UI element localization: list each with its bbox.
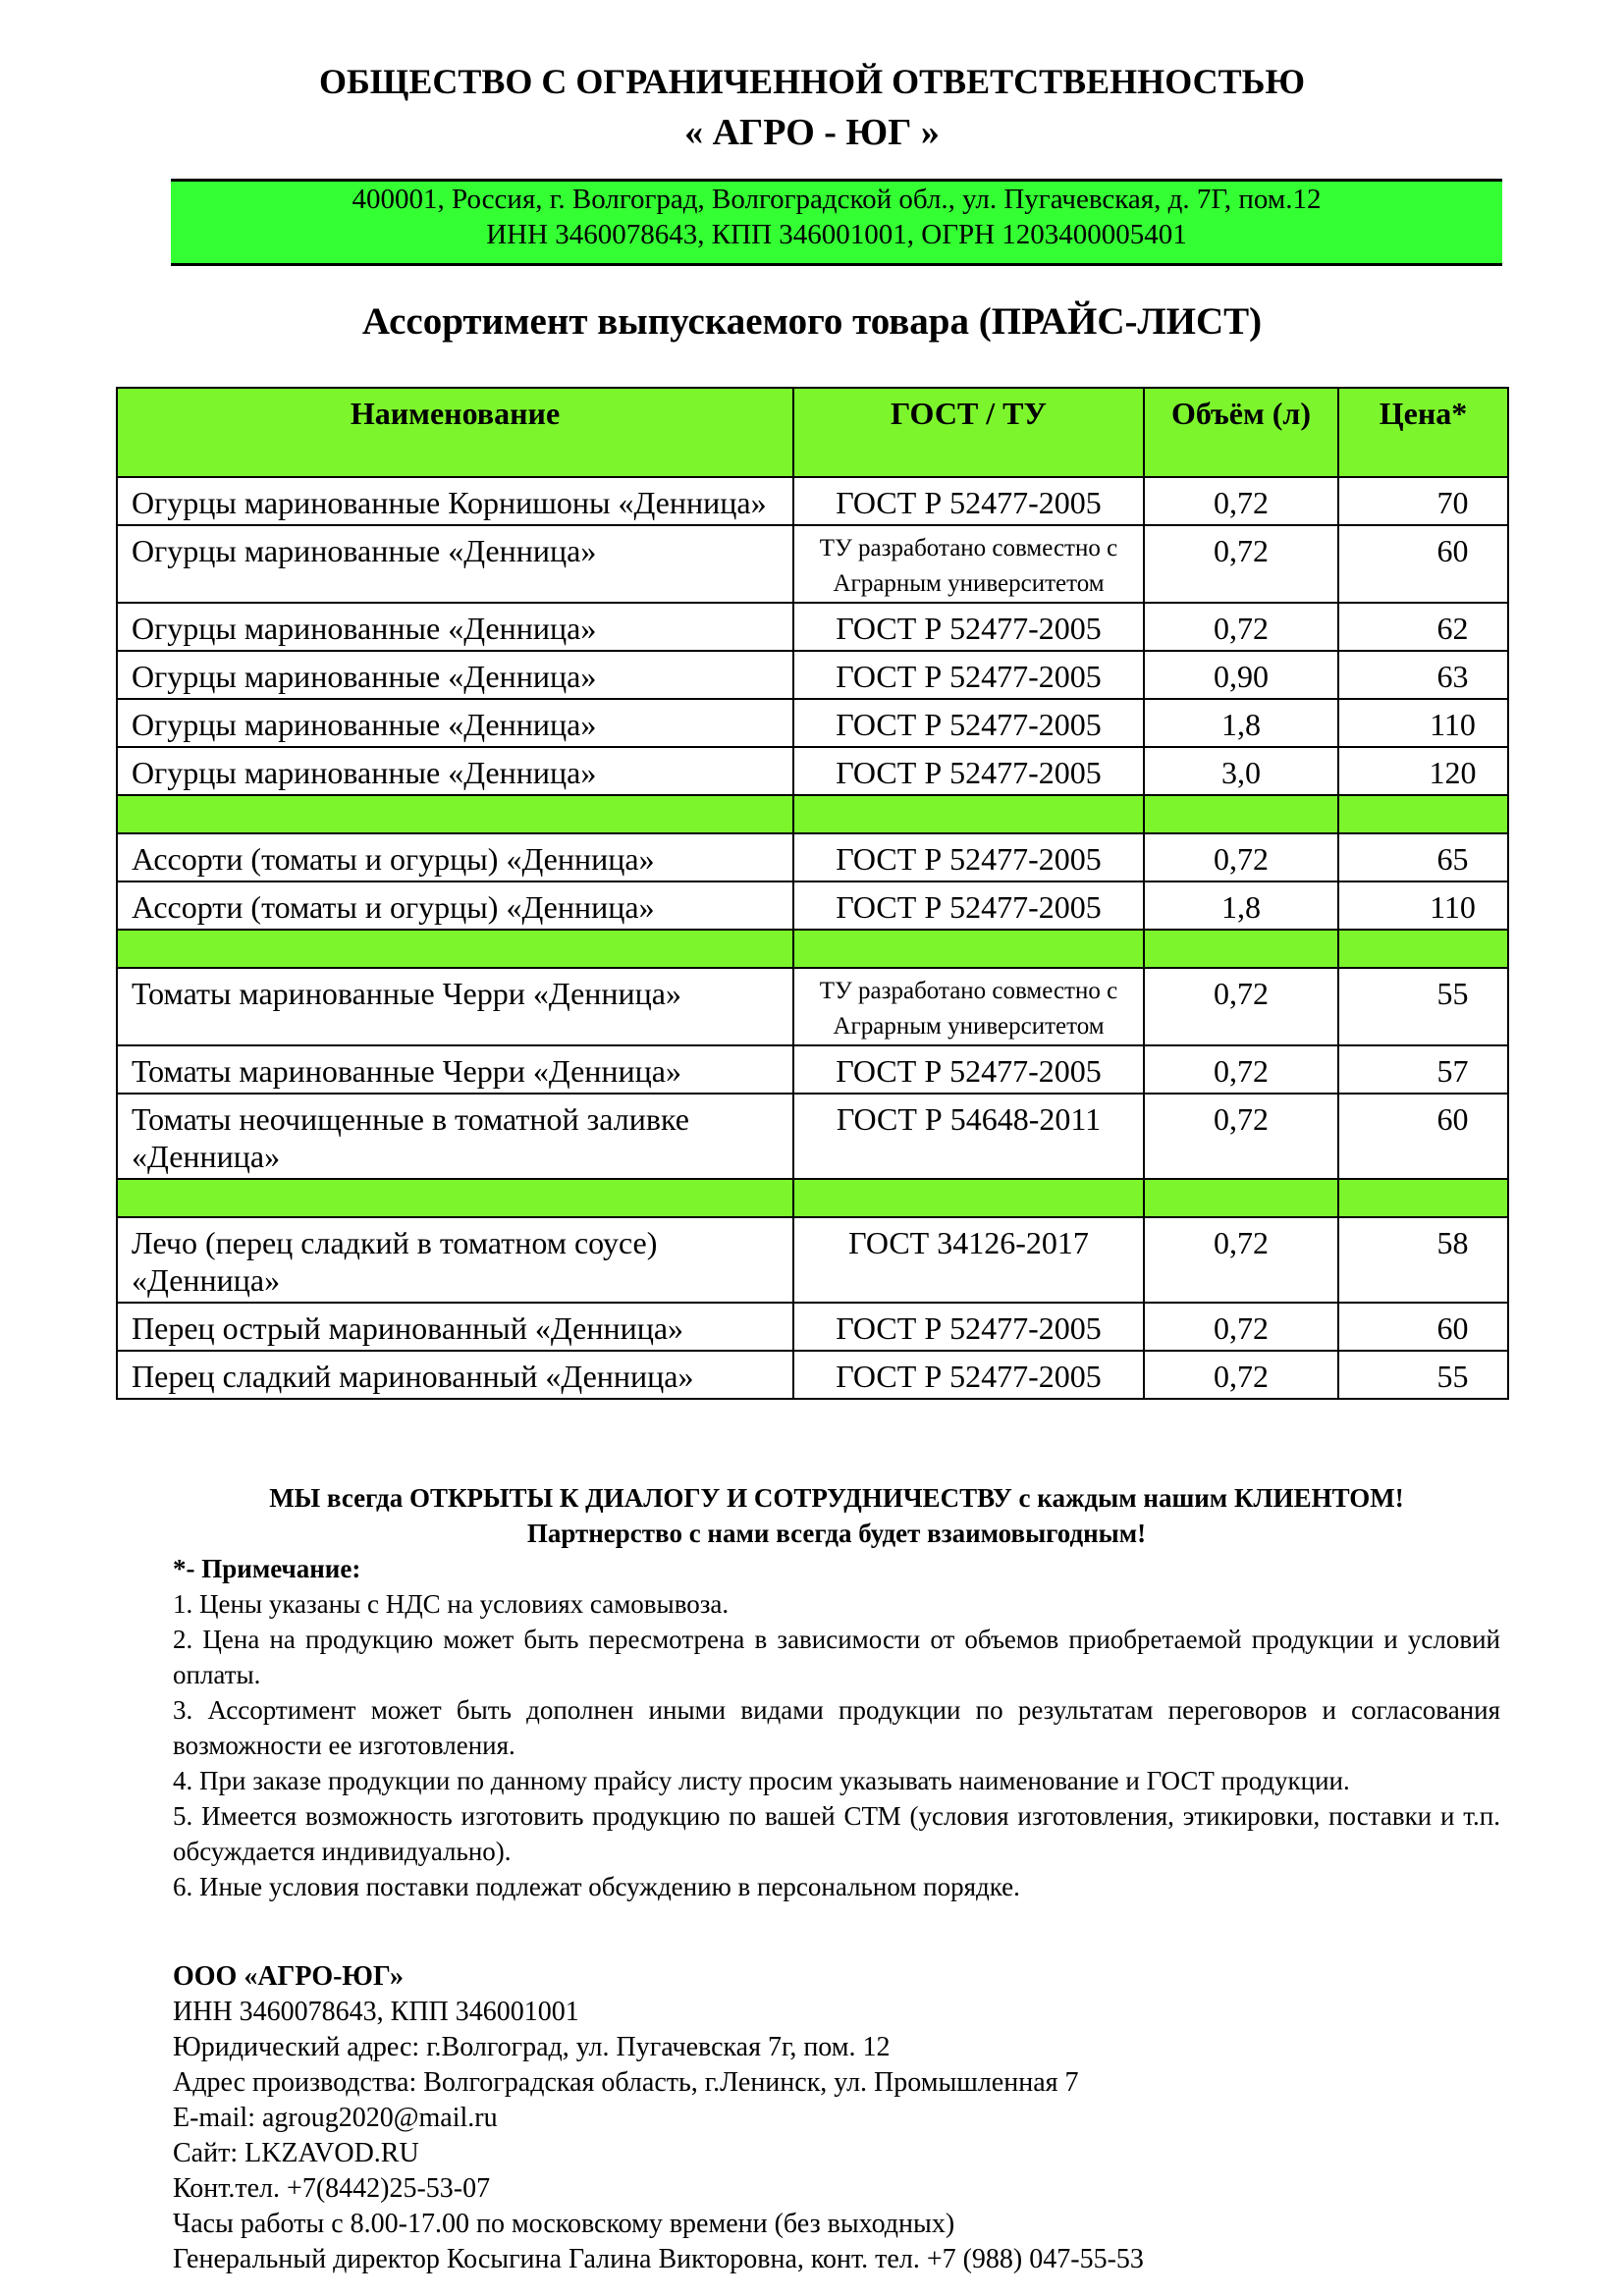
price-cell: 60 — [1338, 1094, 1508, 1179]
volume-cell: 0,72 — [1144, 1351, 1338, 1399]
table-row — [117, 1045, 1508, 1094]
separator-cell — [1144, 1179, 1338, 1217]
price-cell: 60 — [1338, 525, 1508, 603]
price-cell: 57 — [1338, 1045, 1508, 1094]
table-separator-row — [117, 930, 1508, 968]
price-cell: 110 — [1338, 881, 1508, 930]
separator-cell — [117, 930, 793, 968]
product-name-cell: Лечо (перец сладкий в томатном соусе) «Денница» — [117, 1217, 793, 1303]
price-cell: 62 — [1338, 603, 1508, 651]
table-row — [117, 699, 1508, 747]
gost-cell: ГОСТ Р 52477-2005 — [793, 699, 1144, 747]
table-separator-row — [117, 795, 1508, 833]
contacts-list — [173, 1995, 1144, 2277]
separator-cell — [793, 930, 1144, 968]
price-cell: 65 — [1338, 833, 1508, 881]
note-item: 6. Иные условия поставки подлежат обсуждению в персональном порядке. — [173, 1872, 1020, 1901]
gost-cell: ГОСТ Р 52477-2005 — [793, 651, 1144, 699]
price-table-body — [117, 477, 1508, 1399]
separator-cell — [1338, 1179, 1508, 1217]
gost-cell: ГОСТ Р 52477-2005 — [793, 1303, 1144, 1351]
product-name-cell: Ассорти (томаты и огурцы) «Денница» — [117, 881, 793, 930]
volume-cell: 0,72 — [1144, 477, 1338, 525]
gost-cell: ГОСТ Р 52477-2005 — [793, 833, 1144, 881]
table-row — [117, 477, 1508, 525]
product-name-cell: Огурцы маринованные «Денница» — [117, 651, 793, 699]
notes-heading: *- Примечание: — [173, 1554, 361, 1583]
product-name-cell: Огурцы маринованные «Денница» — [117, 699, 793, 747]
page-title: Ассортимент выпускаемого товара (ПРАЙС-ЛИСТ) — [361, 300, 1263, 343]
gost-cell: ГОСТ Р 52477-2005 — [793, 477, 1144, 525]
column-header-price: Цена* — [1338, 388, 1508, 477]
gost-cell: ГОСТ Р 52477-2005 — [793, 603, 1144, 651]
volume-cell: 0,72 — [1144, 968, 1338, 1045]
separator-cell — [117, 795, 793, 833]
company-legal-form: ОБЩЕСТВО С ОГРАНИЧЕННОЙ ОТВЕТСТВЕННОСТЬЮ — [319, 62, 1305, 101]
address-bar — [171, 179, 1502, 266]
contacts-section — [173, 1959, 1144, 2277]
separator-cell — [117, 1179, 793, 1217]
contacts-company: ООО «АГРО-ЮГ» — [173, 1961, 405, 1992]
table-row — [117, 525, 1508, 603]
separator-cell — [793, 1179, 1144, 1217]
gost-cell: ТУ разработано совместно с Аграрным университетом — [793, 968, 1144, 1045]
volume-cell: 0,72 — [1144, 603, 1338, 651]
price-cell: 55 — [1338, 968, 1508, 1045]
product-name-cell: Огурцы маринованные «Денница» — [117, 525, 793, 603]
contact-line: Сайт: LKZAVOD.RU — [173, 2138, 419, 2168]
product-name-cell: Томаты неочищенные в томатной заливке «Денница» — [117, 1094, 793, 1179]
price-cell: 60 — [1338, 1303, 1508, 1351]
volume-cell: 0,90 — [1144, 651, 1338, 699]
contact-line: Адрес производства: Волгоградская область, г.Ленинск, ул. Промышленная 7 — [173, 2067, 1079, 2098]
product-name-cell: Огурцы маринованные «Денница» — [117, 603, 793, 651]
contact-line: ИНН 3460078643, КПП 346001001 — [173, 1997, 579, 2027]
company-name: « АГРО - ЮГ » — [684, 112, 940, 153]
volume-cell: 0,72 — [1144, 1217, 1338, 1303]
price-cell: 55 — [1338, 1351, 1508, 1399]
volume-cell: 0,72 — [1144, 1045, 1338, 1094]
contact-line: Конт.тел. +7(8442)25-53-07 — [173, 2173, 491, 2204]
volume-cell: 3,0 — [1144, 747, 1338, 795]
gost-cell: ГОСТ Р 52477-2005 — [793, 747, 1144, 795]
volume-cell: 1,8 — [1144, 699, 1338, 747]
separator-cell — [1338, 930, 1508, 968]
table-row — [117, 881, 1508, 930]
product-name-cell: Огурцы маринованные «Денница» — [117, 747, 793, 795]
note-item: 3. Ассортимент может быть дополнен иными видами продукции по результатам переговоров и согласования возможности ее изготовления. — [173, 1695, 1500, 1760]
volume-cell: 0,72 — [1144, 833, 1338, 881]
product-name-cell: Перец острый маринованный «Денница» — [117, 1303, 793, 1351]
table-row — [117, 1351, 1508, 1399]
table-row — [117, 1094, 1508, 1179]
gost-cell: ГОСТ Р 52477-2005 — [793, 1351, 1144, 1399]
note-item: 2. Цена на продукцию может быть пересмотрена в зависимости от объемов приобретаемой продукции и условий оплаты. — [173, 1625, 1500, 1689]
product-name-cell: Огурцы маринованные Корнишоны «Денница» — [117, 477, 793, 525]
product-name-cell: Томаты маринованные Черри «Денница» — [117, 1045, 793, 1094]
table-row — [117, 1217, 1508, 1303]
price-cell: 70 — [1338, 477, 1508, 525]
table-row — [117, 747, 1508, 795]
note-item: 5. Имеется возможность изготовить продукцию по вашей СТМ (условия изготовления, этикировки, поставки и т.п. обсуждается индивидуально). — [173, 1801, 1500, 1866]
table-row — [117, 603, 1508, 651]
price-cell: 58 — [1338, 1217, 1508, 1303]
product-name-cell: Ассорти (томаты и огурцы) «Денница» — [117, 833, 793, 881]
notes-section — [173, 1480, 1500, 1904]
table-header-row — [117, 388, 1508, 477]
separator-cell — [1144, 930, 1338, 968]
gost-cell: ТУ разработано совместно с Аграрным университетом — [793, 525, 1144, 603]
contact-line: Часы работы с 8.00-17.00 по московскому времени (без выходных) — [173, 2209, 955, 2239]
column-header-volume: Объём (л) — [1144, 388, 1338, 477]
volume-cell: 0,72 — [1144, 525, 1338, 603]
price-cell: 110 — [1338, 699, 1508, 747]
gost-cell: ГОСТ Р 54648-2011 — [793, 1094, 1144, 1179]
separator-cell — [793, 795, 1144, 833]
price-cell: 63 — [1338, 651, 1508, 699]
slogan-line: МЫ всегда ОТКРЫТЫ К ДИАЛОГУ И СОТРУДНИЧЕСТВУ с каждым нашим КЛИЕНТОМ! — [269, 1483, 1404, 1513]
column-header-gost: ГОСТ / ТУ — [793, 388, 1144, 477]
table-row — [117, 833, 1508, 881]
volume-cell: 0,72 — [1144, 1094, 1338, 1179]
separator-cell — [1338, 795, 1508, 833]
price-table — [116, 387, 1509, 1400]
table-row — [117, 1303, 1508, 1351]
product-name-cell: Томаты маринованные Черри «Денница» — [117, 968, 793, 1045]
product-name-cell: Перец сладкий маринованный «Денница» — [117, 1351, 793, 1399]
note-item: 1. Цены указаны с НДС на условиях самовывоза. — [173, 1589, 730, 1619]
volume-cell: 1,8 — [1144, 881, 1338, 930]
contact-line: Юридический адрес: г.Волгоград, ул. Пугачевская 7г, пом. 12 — [173, 2032, 891, 2062]
gost-cell: ГОСТ Р 52477-2005 — [793, 881, 1144, 930]
price-cell: 120 — [1338, 747, 1508, 795]
column-header-name: Наименование — [117, 388, 793, 477]
table-row — [117, 651, 1508, 699]
contact-line: E-mail: agroug2020@mail.ru — [173, 2103, 498, 2133]
table-separator-row — [117, 1179, 1508, 1217]
partnership-line: Партнерство с нами всегда будет взаимовыгодным! — [526, 1519, 1147, 1548]
contact-line: Генеральный директор Косыгина Галина Викторовна, конт. тел. +7 (988) 047-55-53 — [173, 2244, 1144, 2274]
gost-cell: ГОСТ 34126-2017 — [793, 1217, 1144, 1303]
note-item: 4. При заказе продукции по данному прайсу листу просим указывать наименование и ГОСТ продукции. — [173, 1766, 1350, 1795]
notes-list — [173, 1586, 1500, 1904]
separator-cell — [1144, 795, 1338, 833]
address-line: 400001, Россия, г. Волгоград, Волгоградской обл., ул. Пугачевская, д. 7Г, пом.12 — [352, 184, 1322, 215]
gost-cell: ГОСТ Р 52477-2005 — [793, 1045, 1144, 1094]
table-row — [117, 968, 1508, 1045]
volume-cell: 0,72 — [1144, 1303, 1338, 1351]
registration-line: ИНН 3460078643, КПП 346001001, ОГРН 1203400005401 — [486, 219, 1187, 250]
